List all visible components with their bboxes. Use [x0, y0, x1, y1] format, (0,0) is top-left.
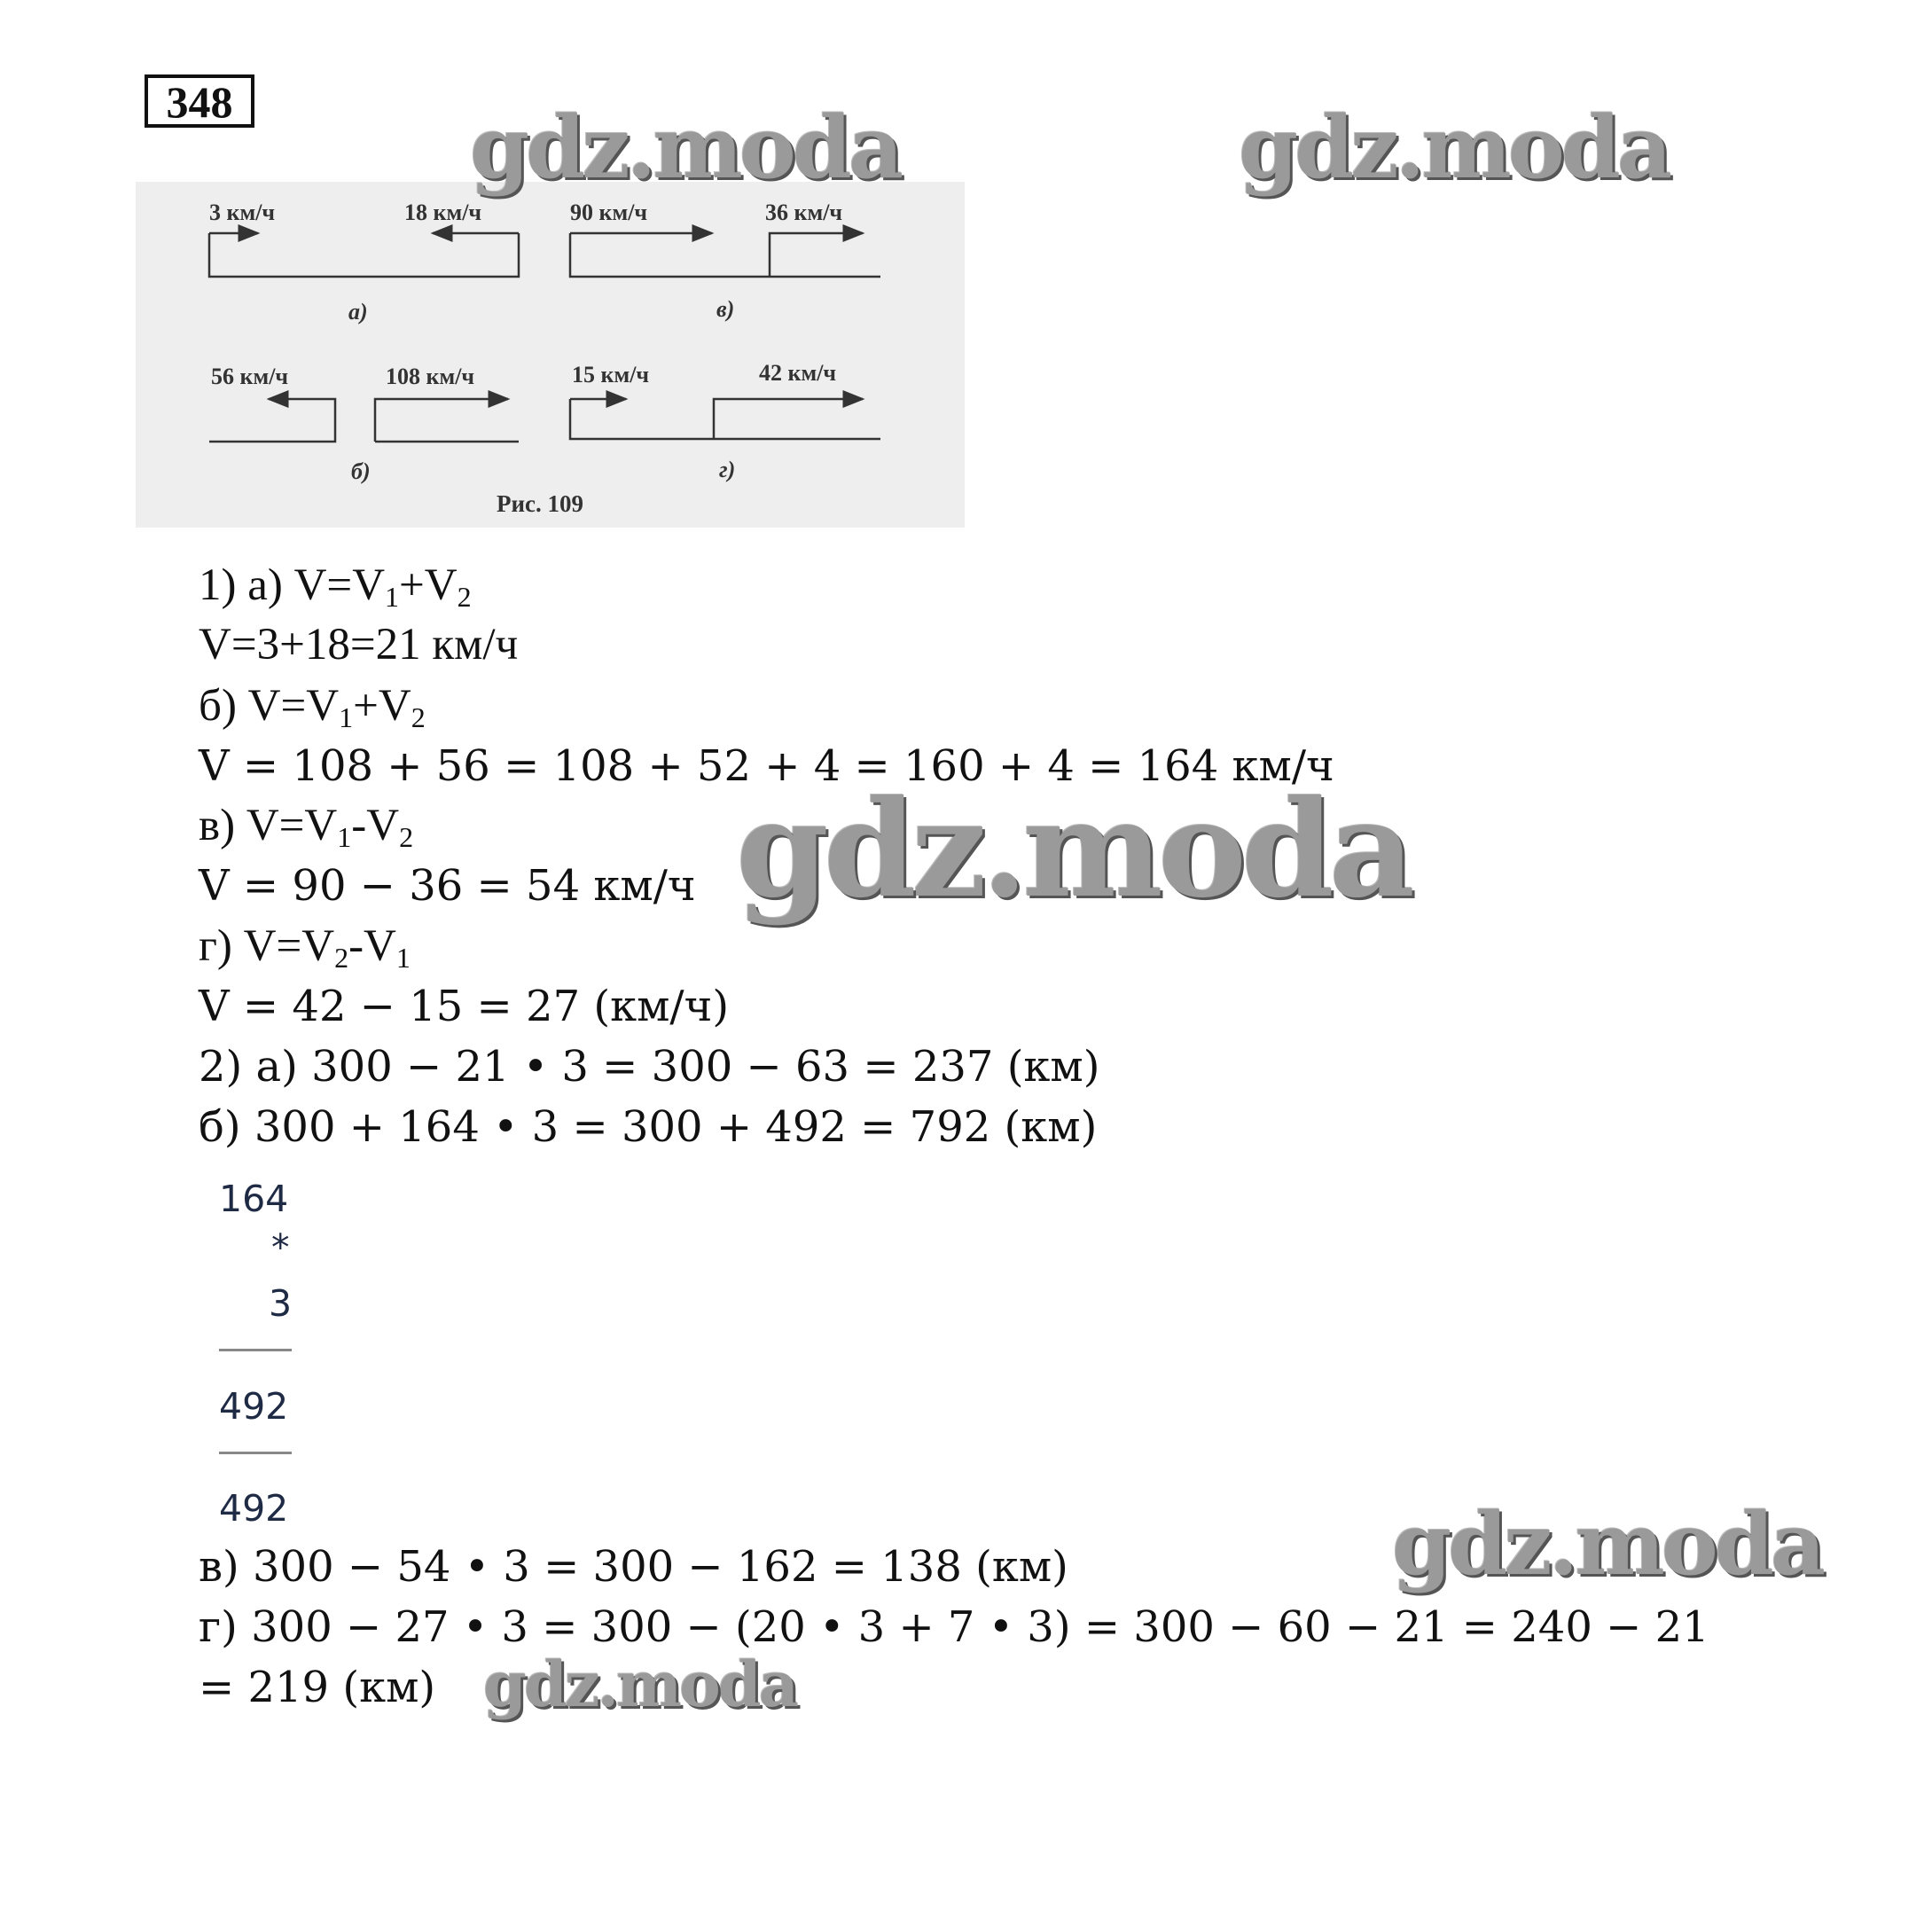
watermark: gdz.moda	[470, 98, 901, 198]
arrow-g-right	[714, 399, 863, 439]
solution-line-9: 2) а) 300 − 21 • 3 = 300 − 63 = 237 (км)	[199, 1042, 1100, 1092]
figure-caption: Рис. 109	[497, 490, 584, 517]
speed-g-left: 15 км/ч	[572, 362, 650, 388]
road-a	[209, 233, 519, 277]
solution-line-13: = 219 (км)	[199, 1663, 436, 1712]
solution-line-5: в) $V=V_1-V_2$	[199, 801, 414, 853]
road-v	[570, 233, 880, 277]
speed-v-left: 90 км/ч	[570, 200, 648, 225]
calc-rule-1	[219, 1349, 292, 1351]
figure-109	[136, 182, 965, 528]
calc-partial: 492	[219, 1385, 289, 1428]
solution-line-4: V = 108 + 56 = 108 + 52 + 4 = 160 + 4 = 164 км/ч	[199, 741, 1334, 791]
calc-operator: *	[271, 1226, 290, 1269]
solution-line-12: г) 300 − 27 • 3 = 300 − (20 • 3 + 7 • 3) = 300 − 60 − 21 = 240 − 21	[199, 1602, 1709, 1652]
calc-result: 492	[219, 1487, 289, 1530]
label-v: в)	[716, 296, 735, 322]
solution-line-1: 1) а) $V=V_1+V_2$	[199, 560, 472, 613]
watermark: gdz.moda	[1392, 1494, 1823, 1594]
speed-g-right: 42 км/ч	[759, 360, 837, 386]
solution-line-10: б) 300 + 164 • 3 = 300 + 492 = 792 (км)	[199, 1102, 1098, 1152]
solution-line-3: б) $V=V_1+V_2$	[199, 681, 426, 733]
watermark: gdz.moda	[736, 771, 1411, 928]
solution-line-2: V=3+18=21 км/ч	[199, 620, 519, 669]
label-b: б)	[351, 458, 371, 484]
arrow-b-right	[375, 399, 508, 442]
calc-rule-2	[219, 1452, 292, 1454]
solution-line-11: в) 300 − 54 • 3 = 300 − 162 = 138 (км)	[199, 1542, 1068, 1592]
figure-diagram	[136, 182, 965, 528]
watermark: gdz.moda	[1239, 98, 1670, 198]
calc-operand-1: 164	[219, 1178, 289, 1220]
calc-operand-2: 3	[269, 1282, 293, 1325]
solution-line-7: г) $V=V_2-V_1$	[199, 921, 411, 974]
solution-line-8: V = 42 − 15 = 27 (км/ч)	[199, 982, 730, 1031]
problem-number: 348	[145, 74, 254, 128]
arrow-v-right	[770, 233, 863, 277]
solution-line-6: V = 90 − 36 = 54 км/ч	[199, 861, 696, 911]
speed-b-right: 108 км/ч	[386, 364, 475, 389]
speed-a-left: 3 км/ч	[209, 200, 276, 225]
speed-v-right: 36 км/ч	[765, 200, 843, 225]
road-g	[570, 399, 880, 439]
label-g: г)	[719, 457, 736, 482]
label-a: а)	[348, 299, 368, 325]
speed-a-right: 18 км/ч	[404, 200, 482, 225]
speed-b-left: 56 км/ч	[211, 364, 289, 389]
watermark: gdz.moda	[483, 1648, 797, 1721]
arrow-b-left	[209, 399, 335, 442]
